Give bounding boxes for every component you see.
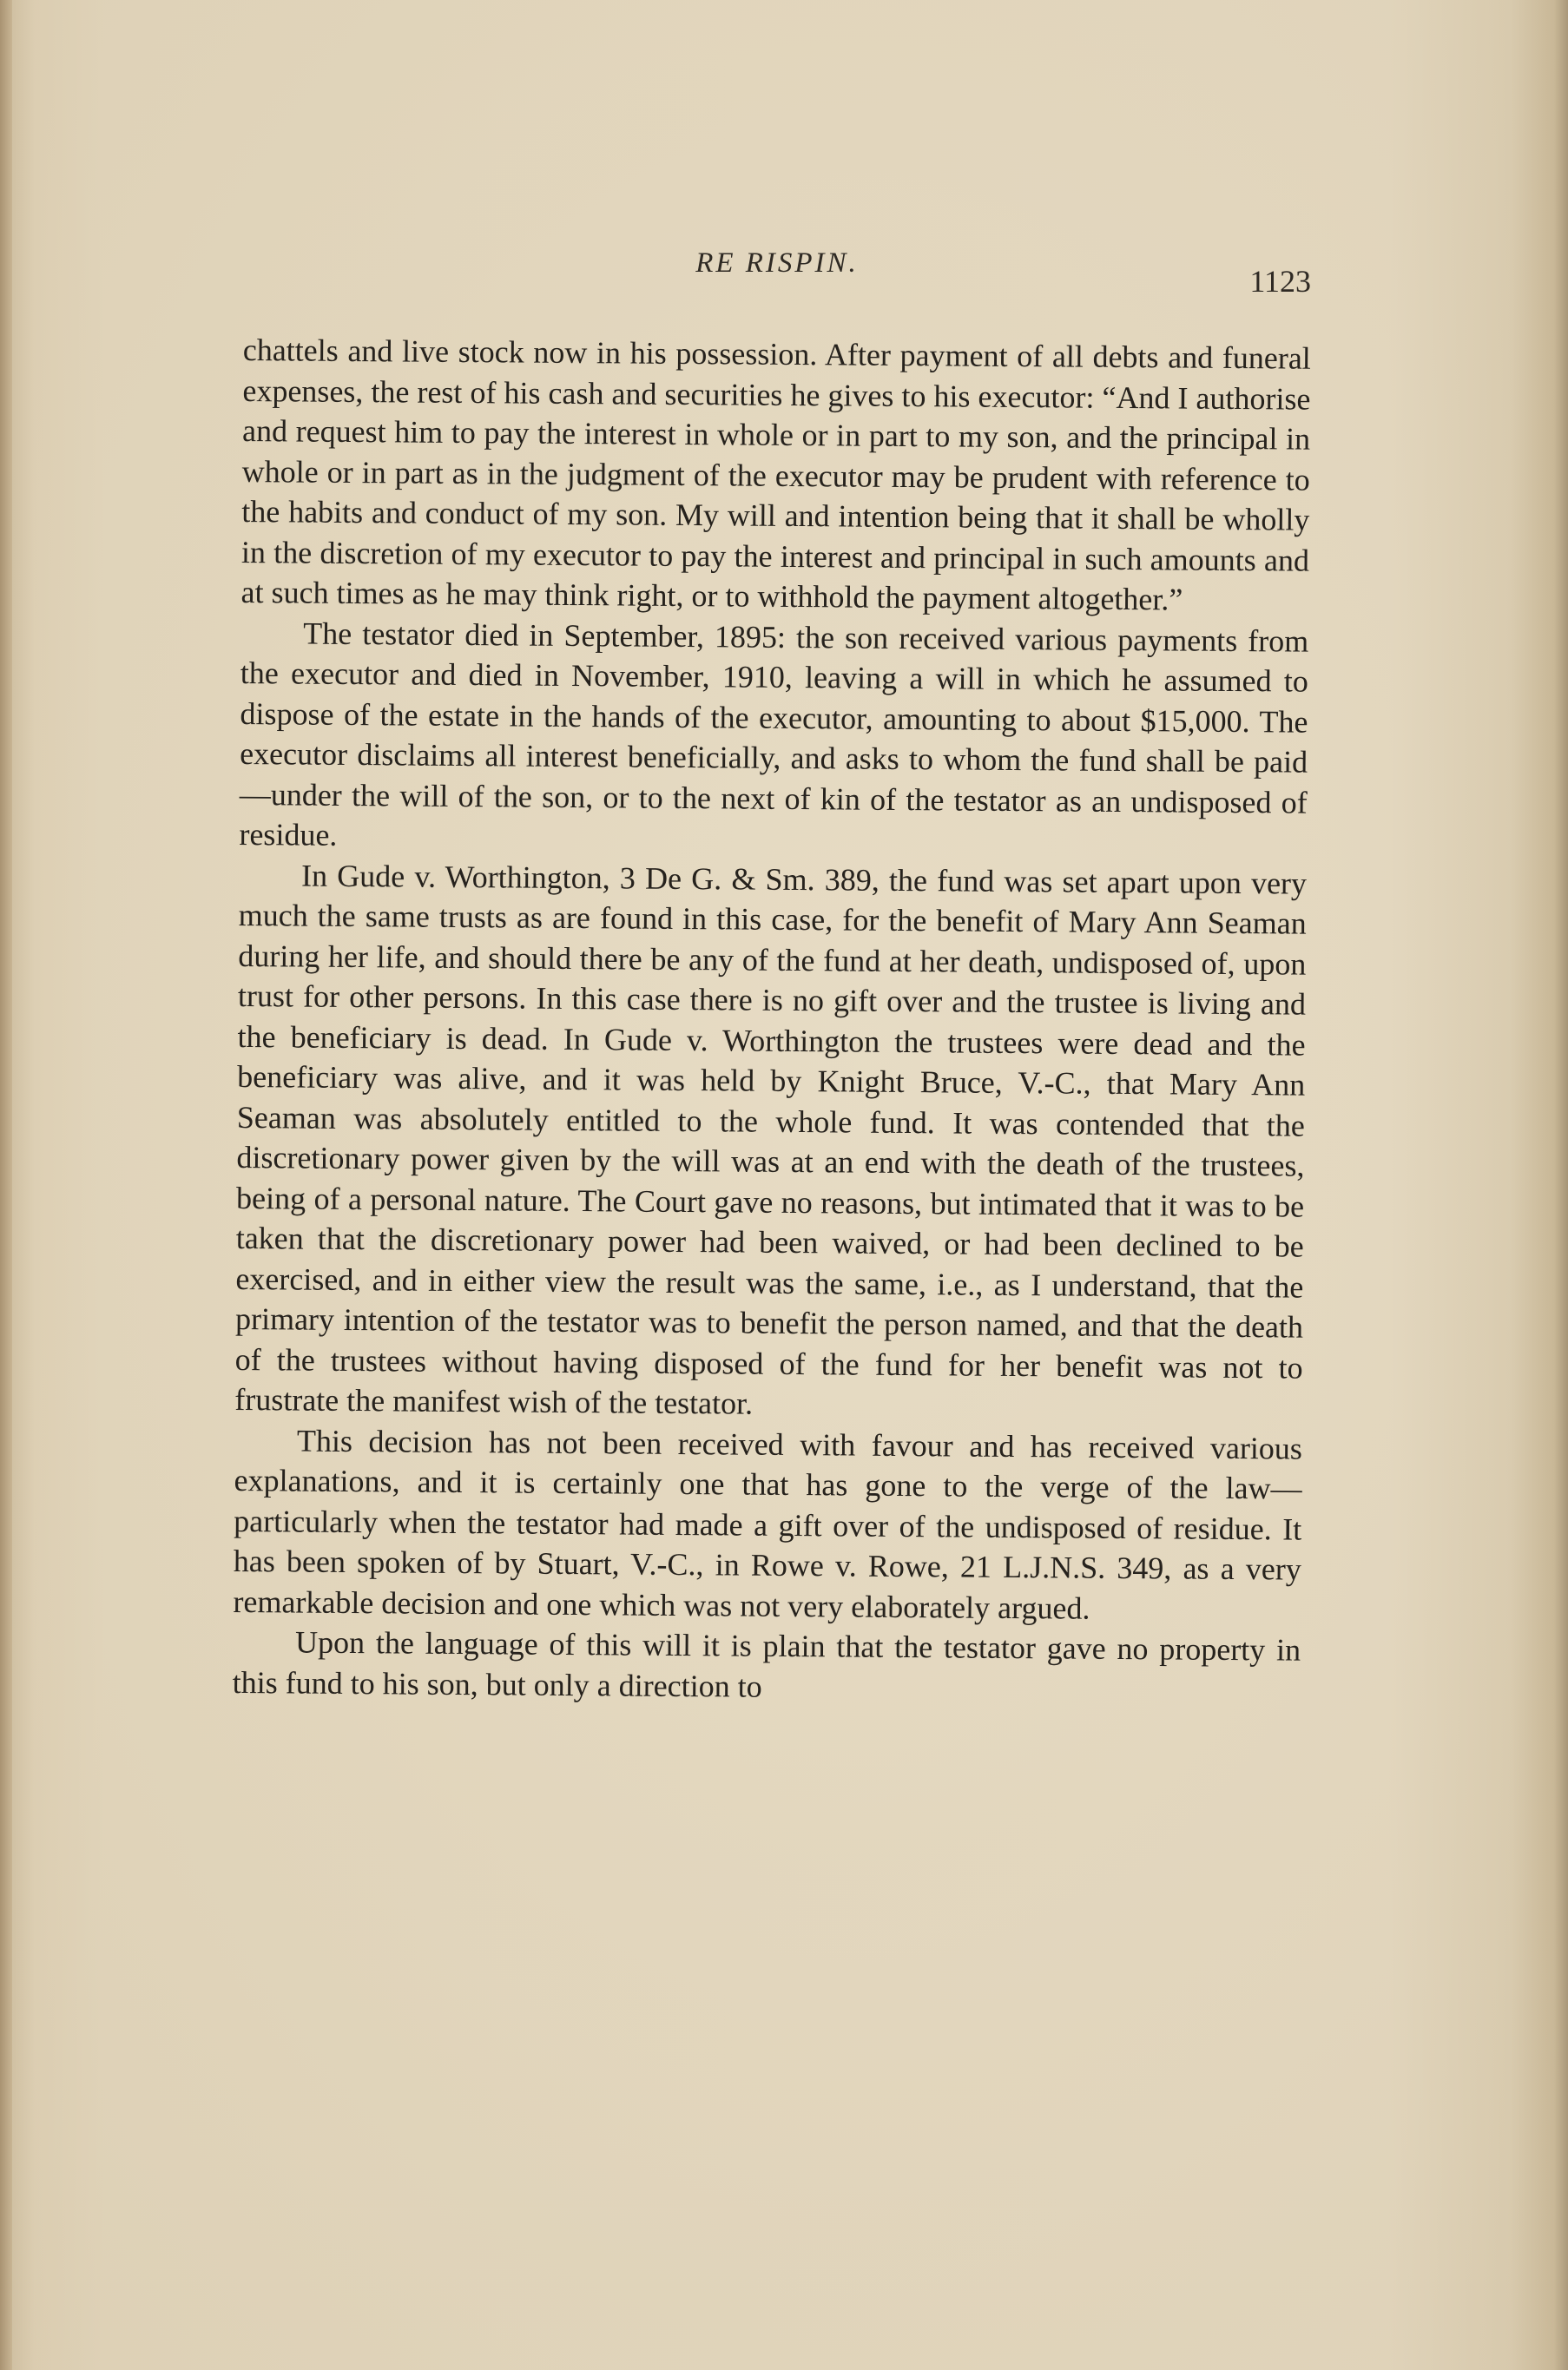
paragraph: The testator died in September, 1895: the son received various payments from the executor and died in November, 1910, leaving a will in which he assumed to dispose of the estate in the hands of the executor, amounting to about $15,000. The executor disclaims all interest beneficially, and asks to whom the fund shall be paid—under the will of the son, or to the next of kin of the testator as an undisposed of residue. xyxy=(239,616,1309,853)
paragraph: This decision has not been received with favour and has received various explanations, and it is certainly one that has gone to the verge of the law—particularly when the testator had made a gift over of the undisposed of residue. It has been spoken of by Stuart, V.-C., in Rowe v. Rowe, 21 L.J.N.S. 349, as a very remarkable decision and one which was not very elaborately argued. xyxy=(233,1423,1303,1626)
page-binding-edge xyxy=(0,0,12,2370)
body-text xyxy=(233,330,1311,1711)
paragraph: Upon the language of this will it is plain that the testator gave no property in this fund to his son, but only a direction to xyxy=(232,1624,1301,1704)
page-header xyxy=(243,247,1311,300)
paragraph: chattels and live stock now in his possession. After payment of all debts and funeral expenses, the rest of his cash and securities he gives to his executor: “And I authorise and request him to pay the interest in whole or in part to my son, and the principal in whole or in part as in the judgment of the executor may be prudent with reference to the habits and conduct of my son. My will and intention being that it shall be wholly in the discretion of my executor to pay the interest and principal in such amounts and at such times as he may think right, or to withhold the payment altogether.” xyxy=(240,332,1311,617)
paragraph: In Gude v. Worthington, 3 De G. & Sm. 389, the fund was set apart upon very much the same trusts as are found in this case, for the benefit of Mary Ann Seaman during her life, and should there be any of the fund at her death, undisposed of, upon trust for other persons. In this case there is no gift over and the trustee is living and the beneficiary is dead. In Gude v. Worthington the trustees were dead and the beneficiary was alive, and it was held by Knight Bruce, V.-C., that Mary Ann Seaman was absolutely entitled to the whole fund. It was contended that the discretionary power given by the will was at an end with the death of the trustees, being of a personal nature. The Court gave no reasons, but intimated that it was to be taken that the discretionary power had been waived, or had been declined to be exercised, and in either view the result was the same, i.e., as I understand, that the primary intention of the testator was to benefit the person named, and that the death of the trustees without having disposed of the fund for her benefit was not to frustrate the manifest wish of the testator. xyxy=(234,858,1308,1421)
running-head: RE RISPIN. xyxy=(695,247,859,279)
page-number: 1123 xyxy=(1249,264,1311,299)
